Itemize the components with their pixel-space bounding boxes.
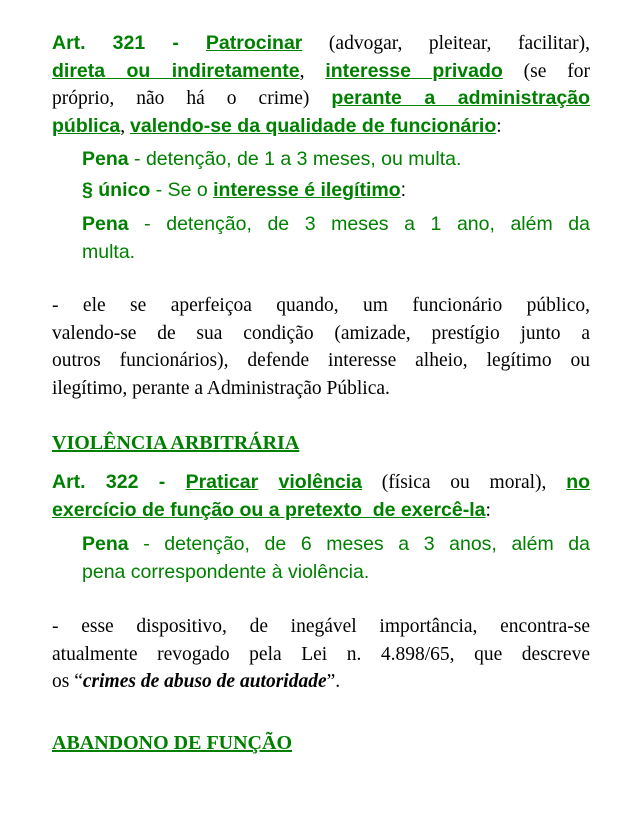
art322-comment-2: atualmente revogado pela Lei n. 4.898/65, que descreve	[52, 643, 590, 665]
art322-comment-3-pre: os “	[52, 671, 83, 692]
art321-line-1	[52, 30, 590, 58]
art322-space-2	[258, 471, 278, 493]
art321-line-2	[52, 58, 590, 86]
paragrafo-unico-text: - Se o	[150, 179, 214, 201]
art321-paren-2: (se for	[502, 60, 590, 82]
art321-text-3: próprio, não há o crime)	[52, 88, 332, 109]
art322-comment-3-post: ”.	[326, 671, 341, 692]
art321-line-3	[52, 85, 590, 113]
art322-no: no	[566, 471, 590, 493]
art321-comma-4: ,	[120, 115, 131, 137]
paragrafo-unico-interesse: interesse é ilegítimo	[213, 179, 401, 201]
art322-comment-1: - esse dispositivo, de inegável importância, encontra-se	[52, 616, 590, 637]
pena2-label: Pena	[82, 213, 129, 235]
paragrafo-unico-colon: :	[400, 179, 407, 201]
art322-colon: :	[485, 499, 491, 521]
art321-line-4	[52, 113, 590, 141]
art322-space-1	[165, 471, 185, 493]
art322-violencia: violência	[278, 471, 363, 493]
art321-paren: (advogar, pleitear, facilitar),	[302, 33, 590, 54]
pena-label: Pena	[82, 148, 129, 170]
art321-comment-1: - ele se aperfeiçoa quando, um funcionário público,	[52, 295, 590, 316]
art321-interesse-privado: interesse privado	[325, 59, 503, 82]
art321-number: Art. 321 -	[52, 32, 179, 54]
pena2-text-2: multa.	[82, 240, 136, 263]
art321-pena-1	[82, 146, 590, 174]
art321-pena-2-cont	[82, 239, 590, 267]
art322-exercicio: exercício de função ou a pretexto de exercê-la	[52, 498, 486, 521]
art322-pena-text: - detenção, de 6 meses a 3 anos, além da	[128, 533, 590, 555]
art321-perante: perante a administração	[331, 87, 590, 109]
art322-pena-label: Pena	[82, 533, 129, 555]
art321-space	[179, 32, 206, 54]
art322-verb: Praticar	[185, 471, 259, 493]
art321-valendo: valendo-se da qualidade de funcionário	[130, 114, 497, 137]
art321-comma: ,	[299, 60, 326, 82]
art322-line-2	[52, 497, 590, 525]
art321-paragrafo-unico	[82, 177, 590, 205]
paragrafo-unico-label: § único	[82, 179, 151, 201]
art322-pena	[82, 531, 590, 559]
art321-publica: pública	[52, 114, 121, 137]
pena2-text: - detenção, de 3 meses a 1 ano, além da	[128, 213, 590, 235]
art322-pena-cont	[82, 559, 590, 587]
art322-pena-text-2: pena correspondente à violência.	[82, 560, 370, 583]
art321-comment-4: ilegítimo, perante a Administração Pública.	[52, 377, 390, 399]
art321-verb: Patrocinar	[205, 32, 303, 54]
art322-comment-3-em: crimes de abuso de autoridade	[82, 671, 327, 692]
art322-number: Art. 322 -	[52, 471, 166, 493]
heading-abandono-de-funcao: ABANDONO DE FUNÇÃO	[52, 732, 292, 754]
heading-violencia-arbitraria: VIOLÊNCIA ARBITRÁRIA	[52, 432, 300, 454]
pena-text: - detenção, de 1 a 3 meses, ou multa.	[128, 148, 462, 170]
art321-comment-2: valendo-se de sua condição (amizade, prestígio junto a	[52, 322, 590, 344]
art321-direta: direta ou indiretamente	[52, 59, 300, 82]
art322-line-1	[52, 469, 590, 497]
art321-pena-2	[82, 211, 590, 239]
art321-colon-4: :	[496, 115, 502, 137]
art322-paren: (física ou moral),	[362, 472, 567, 493]
art322-comment-3	[52, 668, 590, 696]
art321-comment-3: outros funcionários), defende interesse alheio, legítimo ou	[52, 350, 590, 371]
